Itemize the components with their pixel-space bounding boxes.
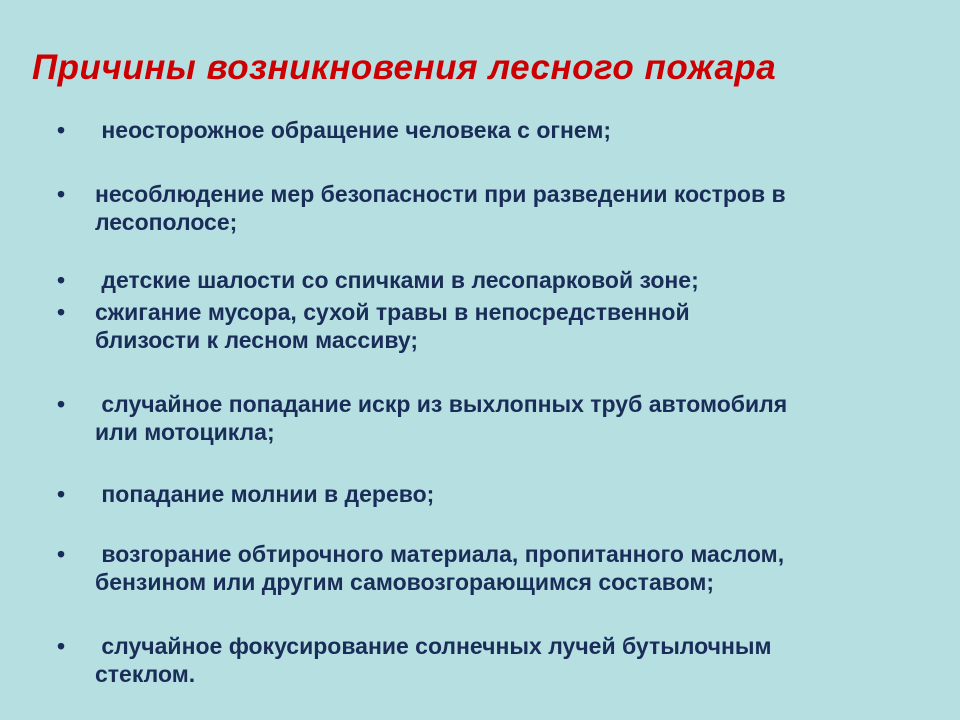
bullet-text xyxy=(95,116,915,144)
bullet-line: стеклом. xyxy=(95,661,196,687)
bullet-icon: • xyxy=(57,181,66,207)
bullet-line: сжигание мусора, сухой травы в непосредственной xyxy=(95,299,690,325)
bullet-line: несоблюдение мер безопасности при разведении костров в xyxy=(95,181,786,207)
bullet-line: попадание молнии в дерево; xyxy=(95,481,435,507)
bullet-icon: • xyxy=(57,117,66,143)
bullet-text xyxy=(95,298,915,354)
bullet-icon: • xyxy=(57,633,66,659)
bullet-icon: • xyxy=(57,267,66,293)
bullet-line: случайное попадание искр из выхлопных труб автомобиля xyxy=(95,391,788,417)
bullet-text xyxy=(95,540,915,596)
bullet-icon: • xyxy=(57,391,66,417)
bullet-icon: • xyxy=(57,299,66,325)
bullet-text xyxy=(95,480,915,508)
bullet-icon: • xyxy=(57,541,66,567)
bullet-line: детские шалости со спичками в лесопарковой зоне; xyxy=(95,267,699,293)
bullet-text xyxy=(95,266,915,294)
bullet-line: возгорание обтирочного материала, пропитанного маслом, xyxy=(95,541,785,567)
bullet-line: бензином или другим самовозгорающимся составом; xyxy=(95,569,714,595)
bullet-line: близости к лесном массиву; xyxy=(95,327,419,353)
bullet-line: неосторожное обращение человека с огнем; xyxy=(95,117,612,143)
bullet-line: случайное фокусирование солнечных лучей бутылочным xyxy=(95,633,772,659)
slide-title: Причины возникновения лесного пожара xyxy=(32,48,777,87)
bullet-icon: • xyxy=(57,481,66,507)
bullet-line: лесополосе; xyxy=(95,209,238,235)
bullet-line: или мотоцикла; xyxy=(95,419,275,445)
bullet-text xyxy=(95,632,915,688)
bullet-text xyxy=(95,180,915,236)
bullet-text xyxy=(95,390,915,446)
